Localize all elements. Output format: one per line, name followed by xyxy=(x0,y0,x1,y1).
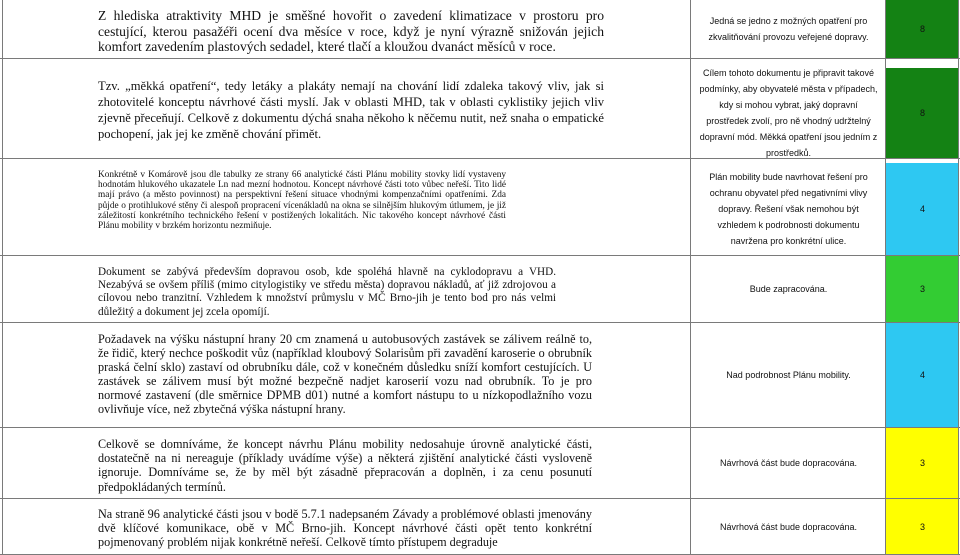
response-text: Bude zapracována. xyxy=(749,284,828,294)
score-cell: 8 xyxy=(886,68,959,158)
row-divider xyxy=(0,158,960,159)
comment-excerpt: Konkrétně v Komárově jsou dle tabulky ze strany 66 analytické části Plánu mobility stovky lidí vystaveny hodnotám hlukového ukazatele Ln nad mezní hodnotou. Koncept návrhové části toto vůbec neřeší. Tito lidé mají právo (a město povinnost) na perspektivní řešení situace vhodnými kompenzačními opatřeními. Zda půjde o protihlukové stěny či alespoň propracení vícenákladů na okna se silnějším hlukovým útlumem, je již záležitostí konkrétního technického řešení v postižených lokalitách. Nic takového koncept návrhové části Plánu mobility v brzkém horizontu nezmiňuje. xyxy=(98,170,506,232)
score-cell: 3 xyxy=(886,256,959,322)
row-divider xyxy=(0,498,960,499)
response-text: Návrhová část bude dopracována. xyxy=(719,458,858,468)
response-text: Cílem tohoto dokumentu je připravit takové podmínky, aby obyvatelé města v případech, kdy si mohou vybrat, jaký dopravní prostředek zvolí, pro ně vhodný udržtelný dopravní mód. Měkká opatření jsou jedním z prostředků. xyxy=(699,68,878,158)
row-divider xyxy=(0,58,960,59)
response-text: Návrhová část bude dopracována. xyxy=(719,522,858,532)
comment-excerpt: Z hlediska atraktivity MHD je směšné hovořit o zavedení klimatizace v prostoru pro cestující, kterou pasažéři ocení dva měsíce v roce, když je nyní výrazně snižován jejich komfort zavedením plastových sedadel, které tlačí a kloužou dvanáct měsíců v roce. xyxy=(98,8,604,55)
comment-excerpt: Požadavek na výšku nástupní hrany 20 cm znamená u autobusových zastávek se zálivem reálně to, že řidič, který nechce poškodit vůz (například kloubový Solarisům při zavadění karoserie o obrubník praská čelní sklo) zastaví od obrubníku dále, což v konečném důsledku sníží komfort cestujících. U zastávek se zálivem musí být možné bezpečně nadjet karoserií vozu nad obrubník. To je pro normové zastavení (dle směrnice DPMB d01) nutné a komfort nástupu to u nízkopodlažního vozu ovlivňuje více, než zbytečná výška nástupní hrany. xyxy=(98,332,592,416)
column-divider xyxy=(690,0,691,555)
column-divider xyxy=(885,0,886,555)
response-text: Plán mobility bude navrhovat řešení pro ochranu obyvatel před negativními vlivy dopravy. Řešení však nemohou být vzhledem k podrobnosti dokumentu navržena pro konkrétní ulice. xyxy=(709,172,868,246)
row-divider xyxy=(0,322,960,323)
score-cell: 3 xyxy=(886,428,959,498)
comment-excerpt: Celkově se domníváme, že koncept návrhu Plánu mobility nedosahuje úrovně analytické části, dostatečně na ni nereaguje (příklady uvádíme výše) a některá zjištění analytické části vysloveně ignoruje. Domníváme se, že by měl být zásadně přepracován a doplněn, i za cenu posunutí předpokládaných termínů. xyxy=(98,437,592,494)
comment-excerpt: Tzv. „měkká opatření“, tedy letáky a plakáty nemají na chování lidí zdaleka takový vliv, jak si zhotovitelé konceptu návrhové části myslí. Jak v oblasti MHD, tak v oblasti cyklistiky jejich vliv zjevně přeceňují. Celkově z dokumentu dýchá snaha někoho k něčemu nutit, než snaha o empatické pochopení, jak jej ke změně chování přimět. xyxy=(98,79,604,141)
row-divider xyxy=(0,427,960,428)
comment-excerpt: Dokument se zabývá především dopravou osob, kde spoléhá hlavně na cyklodopravu a VHD. Nezabývá se ovšem příliš (mimo citylogistiky ve středu města) dopravou nákladů, ať již zdrojovou a cílovou nebo tranzitní. Vzhledem k množství průmyslu v MČ Brno-jih je tento bod pro nás velmi důležitý a dokument jej zcela opomíjí. xyxy=(98,266,556,318)
score-cell: 8 xyxy=(886,0,959,58)
score-cell: 4 xyxy=(886,323,959,427)
response-text: Nad podrobnost Plánu mobility. xyxy=(726,370,851,380)
column-divider xyxy=(958,0,959,555)
column-divider xyxy=(2,0,3,555)
score-cell: 3 xyxy=(886,499,959,555)
score-cell: 4 xyxy=(886,163,959,255)
response-text: Jedná se jedno z možných opatření pro zkvalitňování provozu veřejené dopravy. xyxy=(708,16,869,42)
comment-excerpt: Na straně 96 analytické části jsou v bodě 5.7.1 nadepsaném Závady a problémové oblasti jmenovány dvě klíčové komunikace, obě v MČ Brno-jih. Koncept návrhové části opět tento konkrétní pojmenovaný problém nijak konkrétně neřeší. Celkově tímto přístupem degraduje xyxy=(98,507,592,550)
row-divider xyxy=(0,255,960,256)
